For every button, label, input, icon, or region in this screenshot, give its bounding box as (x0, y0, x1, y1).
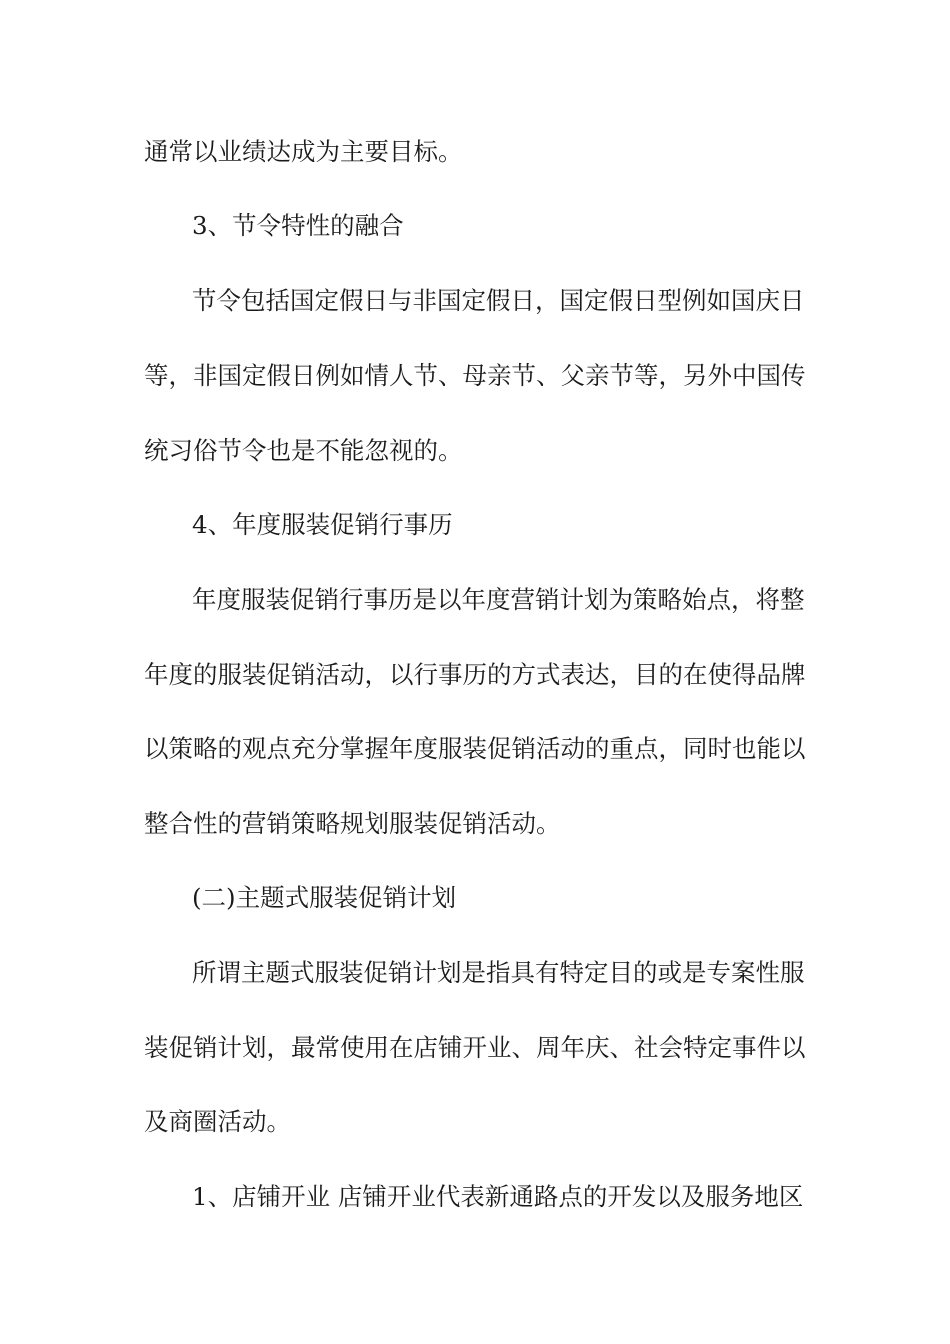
paragraph-line: 节令包括国定假日与非国定假日，国定假日型例如国庆日 (192, 286, 805, 315)
paragraph-line: 年度服装促销行事历是以年度营销计划为策略始点，将整 (192, 585, 805, 614)
paragraph-line: 以策略的观点充分掌握年度服装促销活动的重点，同时也能以 (144, 734, 806, 763)
section-heading: 4、年度服装促销行事历 (192, 510, 453, 539)
section-heading: 3、节令特性的融合 (192, 211, 404, 240)
paragraph-line: 年度的服装促销活动，以行事历的方式表达，目的在使得品牌 (144, 660, 806, 689)
paragraph-line: 通常以业绩达成为主要目标。 (144, 137, 463, 166)
paragraph-line: 统习俗节令也是不能忽视的。 (144, 436, 463, 465)
paragraph-line: 整合性的营销策略规划服装促销活动。 (144, 809, 561, 838)
paragraph-line: 所谓主题式服装促销计划是指具有特定目的或是专案性服 (192, 958, 805, 987)
section-heading: (二)主题式服装促销计划 (192, 883, 457, 912)
paragraph-line: 1、店铺开业 店铺开业代表新通路点的开发以及服务地区 (192, 1182, 804, 1211)
paragraph-line: 装促销计划，最常使用在店铺开业、周年庆、社会特定事件以 (144, 1033, 806, 1062)
paragraph-line: 等，非国定假日例如情人节、母亲节、父亲节等，另外中国传 (144, 361, 806, 390)
paragraph-line: 及商圈活动。 (144, 1107, 291, 1136)
